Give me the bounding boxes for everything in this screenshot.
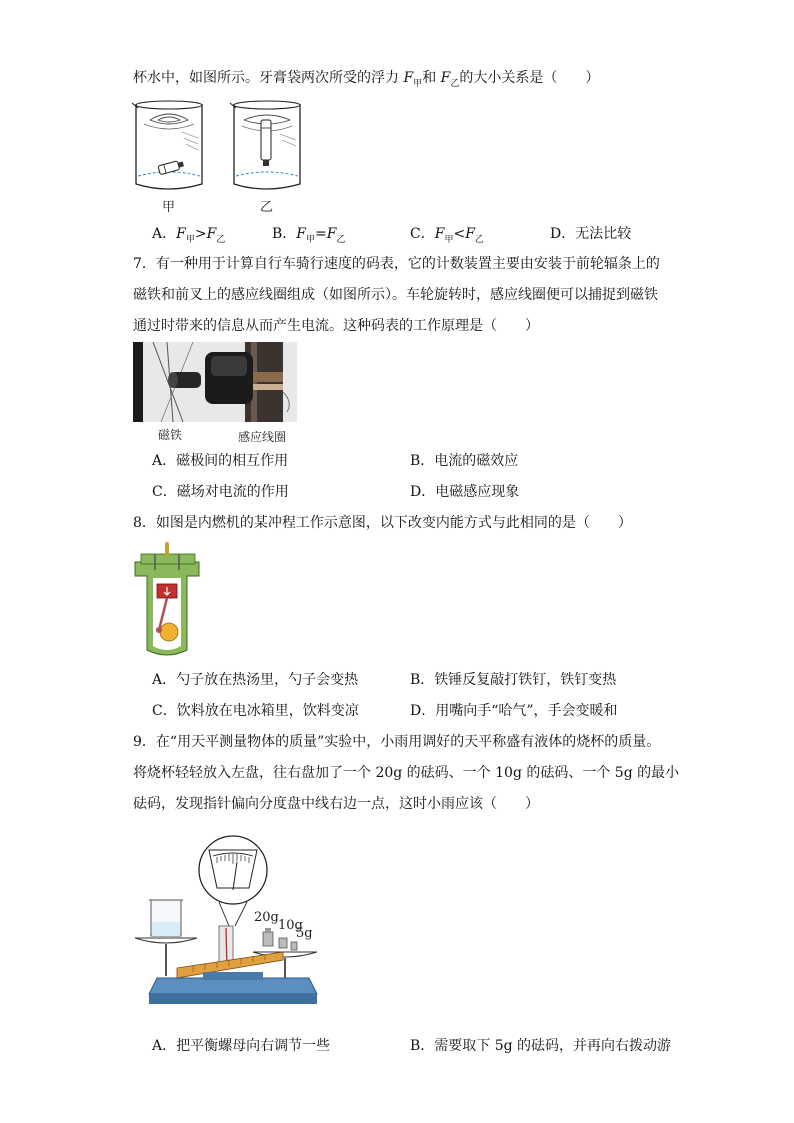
q8-option-d[interactable]: D．用嘴向手“哈气”，手会变暖和 — [410, 703, 618, 719]
q6-beakers-figure — [130, 98, 310, 198]
q7-option-b[interactable]: B．电流的磁效应 — [410, 453, 519, 469]
weight-label-20g: 20g — [254, 910, 279, 925]
q9-option-a[interactable]: A．把平衡螺母向右调节一些 — [152, 1038, 331, 1054]
q6-text-line1: 杯水中，如图所示。牙膏袋两次所受的浮力 $F_甲$和 $F_乙$的大小关系是（ ） — [133, 70, 600, 89]
q7-text-line2: 磁铁和前叉上的感应线圈组成（如图所示）。车轮旋转时，感应线圈便可以捕捉到磁铁 — [133, 287, 658, 303]
q6-option-d[interactable]: D．无法比较 — [550, 226, 632, 242]
q6-option-a[interactable]: A．$F_甲>F_乙$ — [152, 226, 226, 245]
q7-text-line3: 通过时带来的信息从而产生电流。这种码表的工作原理是（ ） — [133, 318, 539, 334]
beaker-jia — [132, 101, 202, 189]
q7-text-line1: 7．有一种用于计算自行车骑行速度的码表，它的计数装置主要由安装于前轮辐条上的 — [133, 256, 660, 272]
caption-jia: 甲 — [162, 200, 176, 215]
label-coil: 感应线圈 — [238, 430, 287, 444]
q9-text-line2: 将烧杯轻轻放入左盘，往右盘加了一个 20g 的砝码、一个 10g 的砝码、一个 5g 的最小 — [133, 765, 680, 781]
q8-engine-diagram — [133, 540, 201, 660]
q8-option-a[interactable]: A．勺子放在热汤里，勺子会变热 — [152, 672, 359, 688]
q7-option-d[interactable]: D．电磁感应现象 — [410, 484, 520, 500]
q7-option-c[interactable]: C．磁场对电流的作用 — [152, 484, 289, 500]
q8-text-line1: 8．如图是内燃机的某冲程工作示意图，以下改变内能方式与此相同的是（ ） — [133, 515, 632, 531]
q6-option-b[interactable]: B．$F_甲=F_乙$ — [272, 226, 346, 245]
q9-text-line1: 9．在“用天平测量物体的质量”实验中，小雨用调好的天平称盛有液体的烧杯的质量。 — [133, 734, 661, 750]
q9-option-b[interactable]: B．需要取下 5g 的砝码，并再向右拨动游 — [410, 1038, 672, 1054]
q6-option-c[interactable]: C．$F_甲<F_乙$ — [410, 226, 484, 245]
q9-balance-figure — [133, 828, 333, 1020]
beaker-yi — [230, 101, 300, 189]
q7-option-a[interactable]: A．磁极间的相互作用 — [152, 453, 289, 469]
weight-label-10g: 10g — [278, 918, 303, 933]
label-magnet: 磁铁 — [158, 428, 183, 442]
caption-yi: 乙 — [260, 200, 274, 215]
q9-text-line3: 砝码，发现指针偏向分度盘中线右边一点，这时小雨应该（ ） — [133, 796, 539, 812]
q8-option-b[interactable]: B．铁锤反复敲打铁钉，铁钉变热 — [410, 672, 617, 688]
q8-option-c[interactable]: C．饮料放在电冰箱里，饮料变凉 — [152, 703, 359, 719]
weight-label-5g: 5g — [296, 926, 313, 941]
q7-bike-sensor-photo — [133, 342, 297, 422]
